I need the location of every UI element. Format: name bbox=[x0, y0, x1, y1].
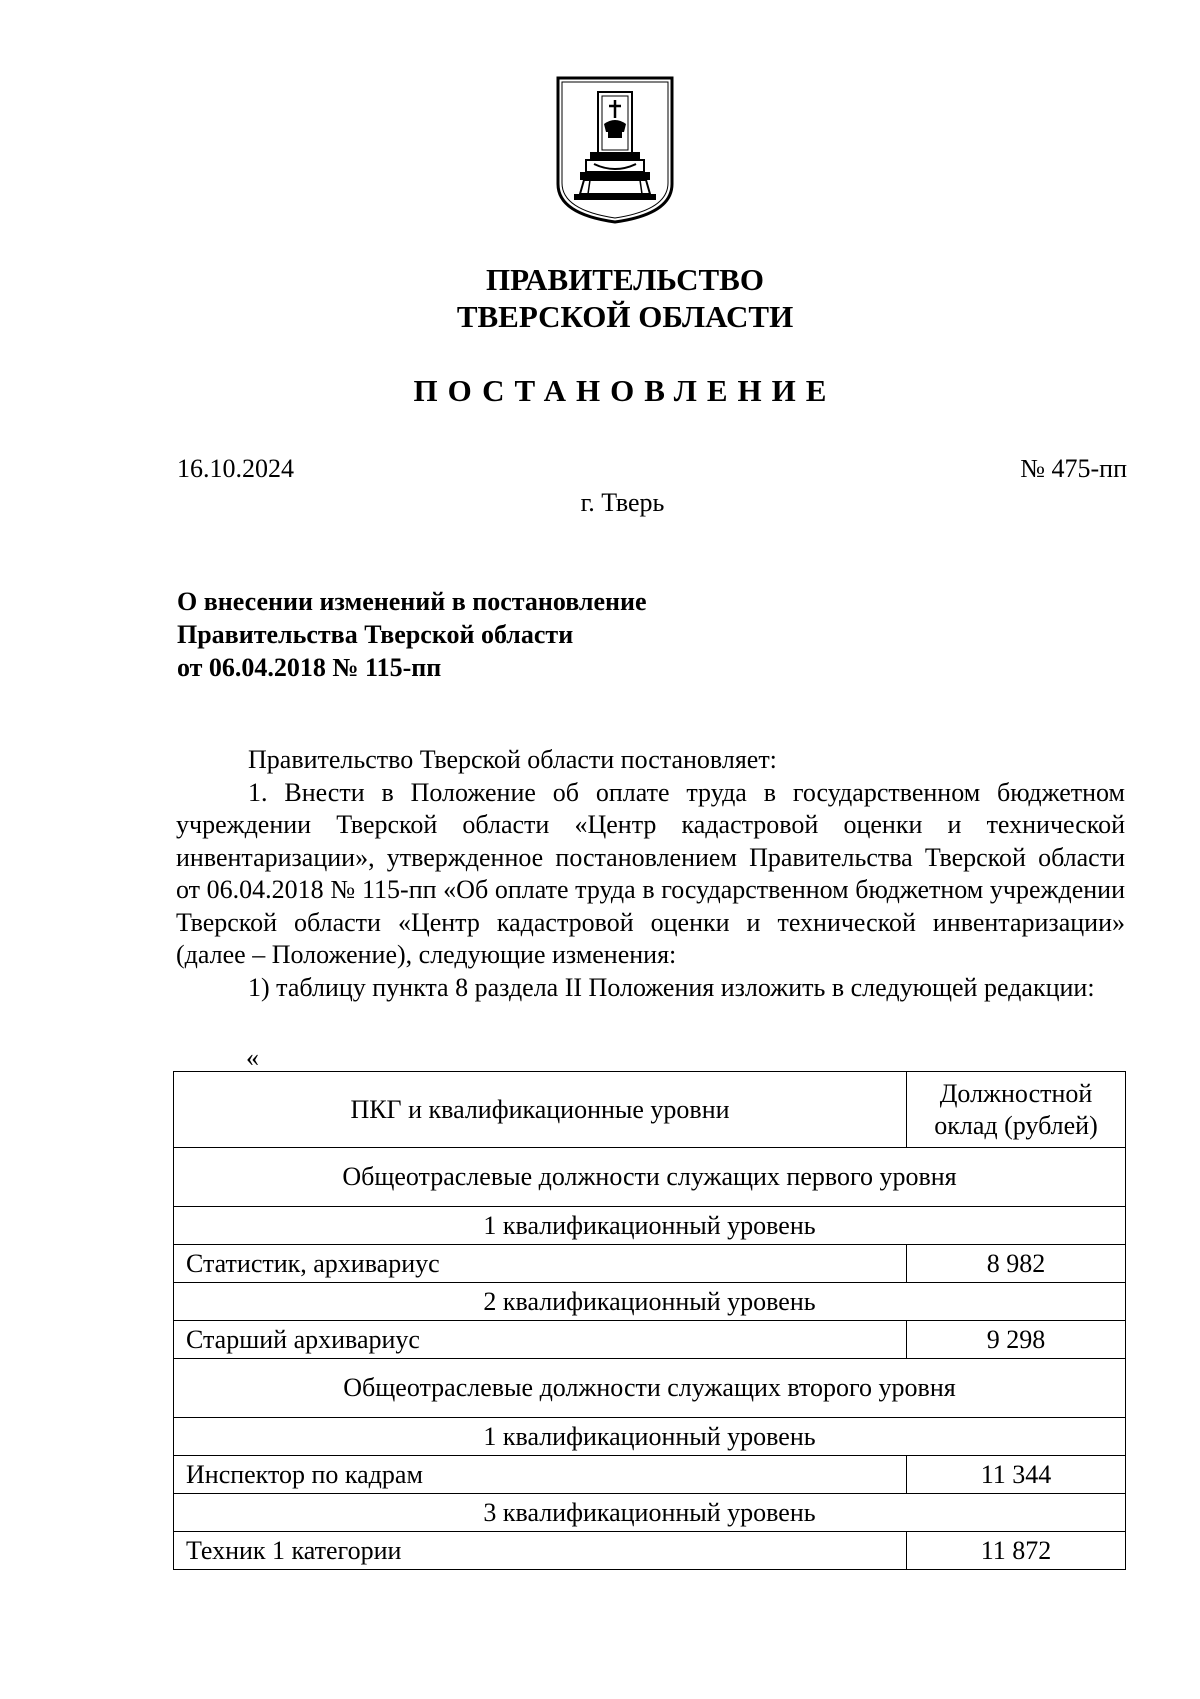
group-first-level: Общеотраслевые должности служащих первого уровня bbox=[174, 1148, 1126, 1207]
body-paragraph-subitem1: 1) таблицу пункта 8 раздела II Положения изложить в следующей редакции: bbox=[248, 972, 1095, 1002]
government-title-line1: ПРАВИТЕЛЬСТВО bbox=[486, 262, 764, 297]
table-header-row bbox=[174, 1072, 1126, 1148]
table-row bbox=[174, 1532, 1126, 1570]
table-header-salary-line2: оклад (рублей) bbox=[934, 1110, 1098, 1140]
salary-value: 9 298 bbox=[907, 1321, 1126, 1359]
table-row bbox=[174, 1321, 1126, 1359]
salary-value: 8 982 bbox=[907, 1245, 1126, 1283]
government-title-line2: ТВЕРСКОЙ ОБЛАСТИ bbox=[456, 299, 794, 334]
document-type-title: ПОСТАНОВЛЕНИЕ bbox=[413, 373, 837, 408]
table-row bbox=[174, 1456, 1126, 1494]
document-city: г. Тверь bbox=[580, 488, 665, 517]
document-number: № 475-пп bbox=[1020, 454, 1127, 483]
document-date: 16.10.2024 bbox=[177, 454, 294, 483]
salary-table bbox=[173, 1071, 1126, 1570]
qualification-level: 1 квалификационный уровень bbox=[174, 1418, 1126, 1456]
subject-line2: Правительства Тверской области bbox=[177, 620, 574, 649]
group-second-level: Общеотраслевые должности служащих второго уровня bbox=[174, 1359, 1126, 1418]
opening-quote-mark: « bbox=[246, 1043, 259, 1072]
position-name: Инспектор по кадрам bbox=[174, 1456, 907, 1494]
tver-coat-of-arms-icon bbox=[554, 74, 676, 226]
table-level-row bbox=[174, 1418, 1126, 1456]
qualification-level: 1 квалификационный уровень bbox=[174, 1207, 1126, 1245]
salary-value: 11 344 bbox=[907, 1456, 1126, 1494]
subject-line1: О внесении изменений в постановление bbox=[177, 587, 647, 616]
body-paragraph-intro: Правительство Тверской области постановляет: bbox=[248, 745, 777, 774]
document-subject bbox=[177, 585, 647, 684]
qualification-level: 3 квалификационный уровень bbox=[174, 1494, 1126, 1532]
position-name: Старший архивариус bbox=[174, 1321, 907, 1359]
document-body bbox=[176, 744, 1125, 1004]
table-group-row bbox=[174, 1148, 1126, 1207]
subject-line3: от 06.04.2018 № 115-пп bbox=[177, 653, 442, 682]
table-header-salary bbox=[907, 1072, 1126, 1148]
qualification-level: 2 квалификационный уровень bbox=[174, 1283, 1126, 1321]
table-header-salary-line1: Должностной bbox=[939, 1078, 1093, 1108]
position-name: Статистик, архивариус bbox=[174, 1245, 907, 1283]
table-level-row bbox=[174, 1207, 1126, 1245]
table-level-row bbox=[174, 1283, 1126, 1321]
body-paragraph-item1: 1. Внести в Положение об оплате труда в государственном бюджетном учреждении Тверской области «Центр кадастровой оценки и технической инвентаризации», утвержденное постановлением Правительства Тверской области от 06.04.2018 № 115-пп «Об оплате труда в государственном бюджетном учреждении Тверской области «Центр кадастровой оценки и технической инвентаризации» (далее – Положение), следующие изменения: bbox=[176, 777, 1125, 969]
position-name: Техник 1 категории bbox=[174, 1532, 907, 1570]
salary-value: 11 872 bbox=[907, 1532, 1126, 1570]
table-group-row bbox=[174, 1359, 1126, 1418]
table-level-row bbox=[174, 1494, 1126, 1532]
table-header-position: ПКГ и квалификационные уровни bbox=[174, 1072, 907, 1148]
table-row bbox=[174, 1245, 1126, 1283]
